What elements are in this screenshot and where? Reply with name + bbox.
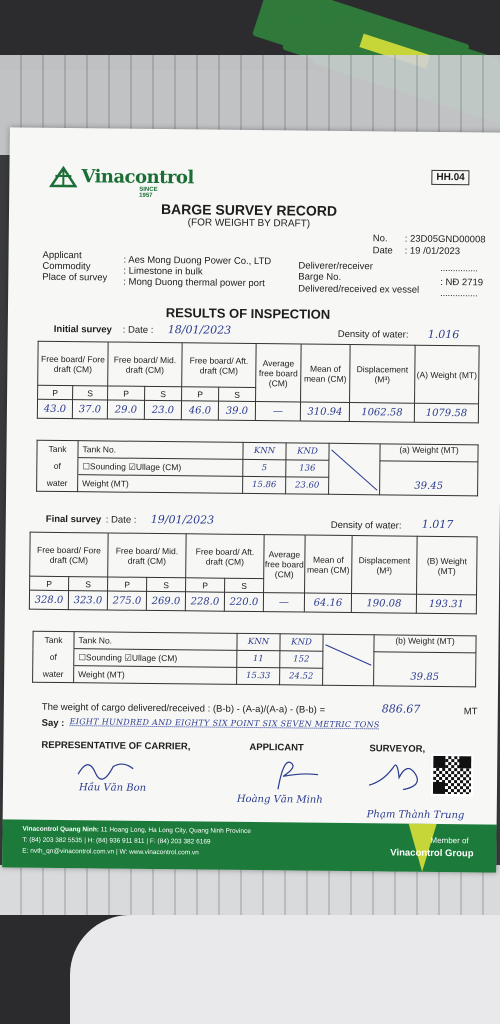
slash-cell (329, 443, 381, 495)
of-label: of (33, 648, 74, 665)
initial-date: 18/01/2023 (167, 323, 232, 337)
value-cell: 1062.58 (349, 403, 414, 423)
slash-mark (323, 635, 374, 686)
header-aft: Free board/ Aft. draft (CM) (182, 343, 256, 388)
applicant-label: Applicant (42, 249, 82, 262)
weight-label: Weight (MT) (78, 475, 243, 494)
surveyor-name: Phạm Thành Trung (366, 809, 465, 822)
initial-density: 1.016 (427, 327, 460, 342)
final-date-label: : Date : (105, 514, 137, 526)
date-value: : 19 /01/2023 (404, 245, 461, 258)
footer-phones: T: (84) 203 382 5535 | H: (84) 936 911 811 | F: (84) 203 382 6169 (22, 836, 211, 846)
total-value: 39.85 (374, 669, 476, 687)
tank-weight: 23.60 (286, 477, 329, 494)
carrier-signature (73, 754, 153, 785)
applicant-name: Hoàng Văn Minh (236, 793, 323, 806)
tank-weight: 15.86 (243, 476, 286, 493)
total-spacer (380, 461, 478, 479)
value-cell: 43.0 (37, 399, 72, 418)
ps-cell: P (38, 385, 73, 399)
ps-cell: S (69, 577, 108, 591)
ps-cell: P (108, 577, 147, 591)
footer-address: 11 Hoang Long, Ha Long City, Quang Ninh Province (98, 826, 251, 835)
place-label: Place of survey (42, 271, 108, 284)
ps-cell: S (225, 578, 264, 592)
page-subtitle: (FOR WEIGHT BY DRAFT) (187, 217, 311, 230)
tank-no-label: Tank No. (78, 441, 243, 460)
mode-labels (74, 649, 237, 668)
weight-label: Weight (MT) (74, 666, 237, 685)
footer-group: Vinacontrol Group (390, 847, 474, 860)
commodity-value: : Limestone in bulk (123, 265, 203, 278)
slash-cell (323, 634, 375, 686)
date-label: Date (372, 245, 393, 257)
carrier-label: REPRESENTATIVE OF CARRIER, (41, 739, 191, 753)
ps-cell: S (73, 386, 108, 400)
scale-icon (49, 166, 77, 188)
ps-cell: P (30, 576, 69, 590)
initial-survey-label: Initial survey (53, 323, 112, 336)
commodity-label: Commodity (42, 260, 91, 273)
footer-address-line (23, 826, 251, 835)
surveyor-signature (363, 755, 429, 796)
vessel-label: Delivered/received ex vessel (298, 283, 420, 296)
footer-band (2, 819, 496, 872)
value-cell: 39.0 (218, 401, 255, 420)
tank-name: KND (280, 634, 323, 651)
final-tank-table (32, 631, 477, 688)
ullage-checkbox: ☑Ullage (CM) (124, 652, 178, 663)
carrier-name: Hầu Văn Bon (78, 782, 147, 794)
value-cell: 220.0 (224, 592, 263, 611)
value-cell: — (263, 593, 304, 612)
value-cell: 193.31 (416, 594, 476, 614)
applicant-sign-label: APPLICANT (249, 741, 304, 754)
ullage-value: 11 (237, 650, 280, 667)
footer-member-label: Member of (430, 835, 469, 846)
ullage-value: 152 (280, 651, 323, 668)
header-displacement: Displacement (M³) (352, 536, 418, 595)
tank-label: Tank (33, 631, 74, 648)
value-cell: 1079.58 (414, 403, 478, 423)
tank-weight: 15.33 (237, 667, 280, 684)
header-average: Average free board (CM) (256, 344, 302, 402)
value-cell: 190.08 (351, 594, 416, 614)
initial-date-label: : Date : (122, 324, 154, 336)
footer-email: E: nvth_qn@vinacontrol.com.vn | W: www.vinacontrol.com.vn (22, 847, 199, 857)
ullage-value: 136 (286, 460, 329, 477)
header-weight: (A) Weight (MT) (415, 345, 480, 404)
total-value: 39.45 (380, 478, 478, 496)
cargo-weight-value: 886.67 (381, 702, 421, 716)
value-cell: 29.0 (107, 400, 144, 419)
tank-label: Tank (37, 440, 78, 457)
applicant-signature (258, 754, 328, 795)
initial-density-label: Density of water: (337, 328, 409, 341)
header-displacement: Displacement (M³) (350, 345, 416, 404)
company-logo (49, 166, 194, 199)
value-cell: 228.0 (185, 592, 224, 611)
value-cell: 37.0 (72, 400, 107, 419)
of-label: of (37, 457, 78, 474)
tank-name: KND (286, 443, 329, 460)
barge-value: : NĐ 2719 (440, 276, 484, 289)
value-cell: 46.0 (181, 401, 218, 420)
value-cell: 310.94 (300, 402, 349, 422)
ps-cell: S (145, 386, 182, 400)
place-value: : Mong Duong thermal power port (123, 276, 265, 290)
ps-cell: P (108, 386, 145, 400)
results-title: RESULTS OF INSPECTION (165, 305, 331, 322)
sounding-checkbox: ☐Sounding (82, 460, 126, 472)
value-cell: 23.0 (144, 400, 181, 419)
header-mid: Free board/ Mid. draft (CM) (108, 342, 182, 387)
qr-code (431, 754, 473, 796)
ps-cell: S (219, 387, 256, 401)
tank-weight: 24.52 (280, 668, 323, 685)
tank-name: KNN (237, 633, 280, 650)
final-date: 19/01/2023 (150, 512, 215, 527)
survey-record-document (2, 127, 500, 872)
header-fore: Free board/ Fore draft (CM) (38, 341, 108, 386)
footer-branch: Vinacontrol Quang Ninh: (22, 825, 100, 834)
final-draft-table (29, 532, 478, 615)
cargo-unit: MT (463, 706, 478, 718)
header-average: Average free board (CM) (264, 535, 306, 593)
logo-since: SINCE 1957 (139, 186, 158, 199)
header-mean: Mean of mean (CM) (301, 344, 351, 403)
ullage-value: 5 (243, 459, 286, 476)
header-fore: Free board/ Fore draft (CM) (30, 532, 108, 577)
final-survey-label: Final survey (45, 513, 102, 526)
cloth-background (70, 915, 500, 1024)
value-cell: 275.0 (107, 591, 146, 610)
deliverer-label: Deliverer/receiver (298, 260, 373, 273)
applicant-value: : Aes Mong Duong Power Co., LTD (123, 254, 272, 268)
slash-mark (329, 444, 380, 495)
water-label: water (37, 474, 78, 491)
initial-tank-table (36, 440, 479, 497)
ps-cell: P (182, 387, 219, 401)
doc-code: HH.04 (431, 170, 470, 185)
deliverer-value: ............... (440, 262, 479, 274)
value-cell: 269.0 (146, 591, 185, 610)
final-density: 1.017 (421, 517, 454, 532)
say-value: EIGHT HUNDRED AND EIGHTY SIX POINT SIX SEVEN METRIC TONS (69, 717, 380, 730)
header-weight: (B) Weight (MT) (417, 536, 478, 595)
value-cell: 64.16 (304, 593, 351, 612)
page-title: BARGE SURVEY RECORD (160, 201, 338, 219)
ullage-checkbox: ☑Ullage (CM) (128, 461, 182, 472)
value-cell: 328.0 (29, 590, 68, 609)
vessel-value: ............... (440, 287, 478, 299)
header-aft: Free board/ Aft. draft (CM) (186, 534, 264, 579)
water-label: water (33, 665, 74, 682)
tank-name: KNN (243, 442, 286, 459)
final-density-label: Density of water: (330, 519, 402, 532)
total-spacer (374, 652, 476, 670)
ps-cell: S (147, 577, 186, 591)
value-cell: — (255, 402, 300, 421)
header-mid: Free board/ Mid. draft (CM) (108, 533, 186, 578)
say-label: Say : (41, 717, 65, 730)
surveyor-label: SURVEYOR, (369, 743, 426, 755)
initial-draft-table (37, 341, 480, 424)
total-label: (b) Weight (MT) (374, 635, 476, 653)
logo-text: Vinacontrol (81, 166, 194, 189)
no-value: : 23D05GND00008 (404, 233, 486, 246)
value-cell: 323.0 (68, 591, 107, 610)
ps-cell: P (186, 578, 225, 592)
total-label: (a) Weight (MT) (380, 444, 478, 462)
mode-labels (78, 458, 243, 477)
tank-no-label: Tank No. (74, 632, 237, 651)
cargo-weight-label: The weight of cargo delivered/received : (B-b) - (A-a)/(A-a) - (B-b) = (41, 701, 326, 716)
header-mean: Mean of mean (CM) (305, 535, 353, 593)
sounding-checkbox: ☐Sounding (78, 651, 122, 663)
barge-label: Barge No. (298, 271, 342, 283)
no-label: No. (372, 233, 388, 245)
